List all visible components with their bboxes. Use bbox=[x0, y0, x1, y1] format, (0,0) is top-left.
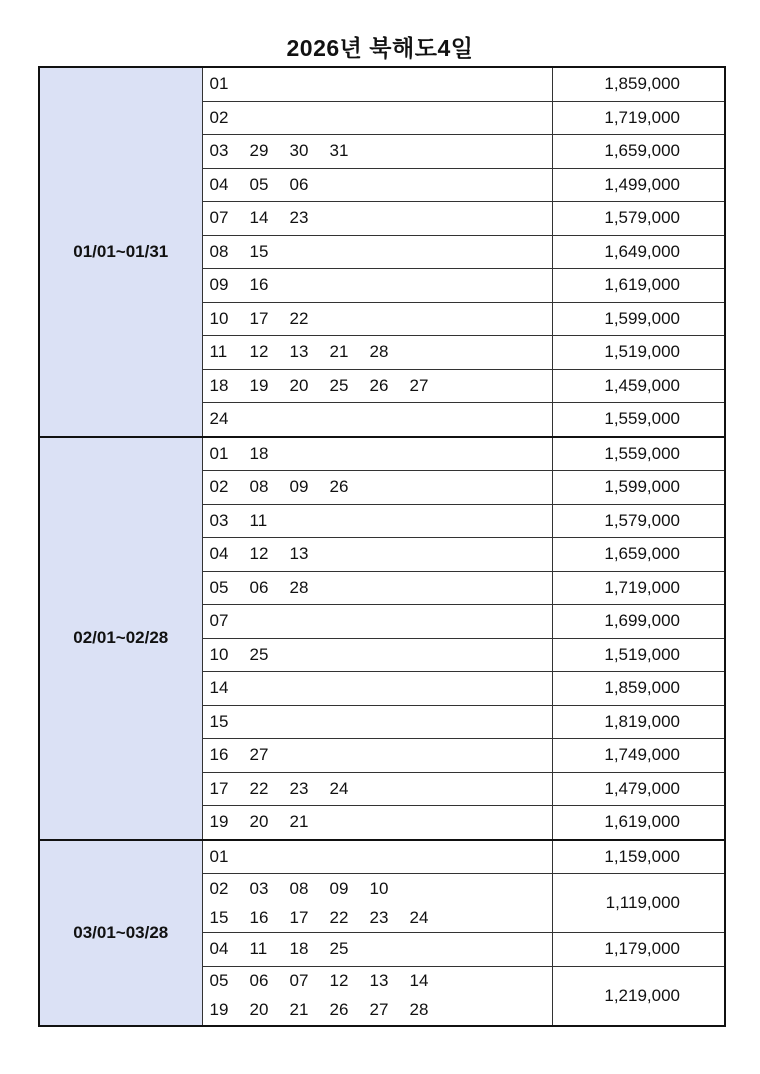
departure-day: 04 bbox=[209, 544, 229, 564]
departure-day: 07 bbox=[289, 971, 309, 990]
date-line bbox=[210, 640, 552, 669]
date-line bbox=[210, 707, 552, 736]
departure-day: 26 bbox=[329, 477, 349, 497]
departure-day: 22 bbox=[329, 907, 349, 927]
departure-dates-cell bbox=[202, 840, 552, 874]
departure-day: 18 bbox=[249, 443, 269, 463]
price-cell: 1,519,000 bbox=[552, 336, 725, 370]
departure-day: 17 bbox=[289, 907, 309, 927]
departure-dates-cell bbox=[202, 638, 552, 672]
price-cell: 1,559,000 bbox=[552, 437, 725, 471]
departure-day: 10 bbox=[369, 878, 389, 898]
price-table-body bbox=[39, 67, 725, 1026]
departure-day: 13 bbox=[289, 342, 309, 362]
departure-day: 05 bbox=[249, 174, 269, 194]
departure-day: 11 bbox=[249, 939, 268, 959]
departure-day: 14 bbox=[209, 678, 229, 698]
price-cell: 1,719,000 bbox=[552, 101, 725, 135]
price-cell: 1,499,000 bbox=[552, 168, 725, 202]
price-cell: 1,579,000 bbox=[552, 202, 725, 236]
departure-day: 24 bbox=[209, 409, 229, 429]
departure-day: 30 bbox=[289, 141, 309, 161]
table-row bbox=[39, 67, 725, 101]
departure-day: 01 bbox=[209, 74, 229, 94]
departure-day: 16 bbox=[209, 745, 229, 765]
date-line bbox=[210, 304, 552, 333]
departure-day: 04 bbox=[209, 174, 229, 194]
date-line bbox=[210, 842, 552, 871]
departure-dates-cell bbox=[202, 403, 552, 437]
departure-dates-cell bbox=[202, 471, 552, 505]
table-row bbox=[39, 437, 725, 471]
departure-day: 06 bbox=[249, 577, 269, 597]
price-cell: 1,599,000 bbox=[552, 302, 725, 336]
price-cell: 1,619,000 bbox=[552, 806, 725, 840]
departure-day: 29 bbox=[249, 141, 269, 161]
departure-day: 20 bbox=[249, 812, 269, 832]
departure-day: 28 bbox=[369, 342, 389, 362]
departure-dates-cell bbox=[202, 605, 552, 639]
price-cell: 1,479,000 bbox=[552, 772, 725, 806]
departure-day: 20 bbox=[249, 1000, 269, 1019]
departure-day: 16 bbox=[249, 275, 269, 295]
date-line bbox=[210, 741, 552, 770]
price-cell: 1,719,000 bbox=[552, 571, 725, 605]
departure-dates-cell bbox=[202, 101, 552, 135]
departure-day: 05 bbox=[209, 577, 229, 597]
departure-dates-cell bbox=[202, 874, 552, 933]
departure-day: 03 bbox=[209, 141, 229, 161]
departure-day: 23 bbox=[289, 778, 309, 798]
departure-day: 06 bbox=[289, 174, 309, 194]
date-line bbox=[210, 573, 552, 602]
date-line bbox=[210, 137, 552, 166]
departure-day: 12 bbox=[329, 971, 349, 990]
date-line bbox=[210, 271, 552, 300]
departure-dates-cell bbox=[202, 135, 552, 169]
date-line bbox=[210, 170, 552, 199]
price-cell: 1,579,000 bbox=[552, 504, 725, 538]
departure-day: 02 bbox=[209, 477, 229, 497]
date-line bbox=[210, 237, 552, 266]
departure-day: 02 bbox=[209, 878, 229, 898]
departure-day: 12 bbox=[249, 342, 269, 362]
price-cell: 1,749,000 bbox=[552, 739, 725, 773]
departure-dates-cell bbox=[202, 739, 552, 773]
departure-day: 24 bbox=[409, 907, 429, 927]
departure-dates-cell bbox=[202, 168, 552, 202]
departure-day: 09 bbox=[209, 275, 229, 295]
departure-dates-cell bbox=[202, 235, 552, 269]
departure-day: 17 bbox=[249, 308, 269, 328]
price-cell: 1,699,000 bbox=[552, 605, 725, 639]
departure-day: 24 bbox=[329, 778, 349, 798]
date-line bbox=[210, 967, 552, 996]
departure-dates-cell bbox=[202, 369, 552, 403]
departure-day: 02 bbox=[209, 107, 229, 127]
date-line bbox=[210, 996, 552, 1025]
date-line bbox=[210, 607, 552, 636]
departure-day: 14 bbox=[249, 208, 269, 228]
price-cell: 1,159,000 bbox=[552, 840, 725, 874]
departure-dates-cell bbox=[202, 966, 552, 1026]
departure-day: 26 bbox=[369, 375, 389, 395]
departure-day: 19 bbox=[209, 1000, 229, 1019]
departure-day: 22 bbox=[289, 308, 309, 328]
departure-day: 07 bbox=[209, 208, 229, 228]
price-cell: 1,179,000 bbox=[552, 933, 725, 967]
price-cell: 1,659,000 bbox=[552, 538, 725, 572]
departure-day: 08 bbox=[289, 878, 309, 898]
price-cell: 1,619,000 bbox=[552, 269, 725, 303]
departure-day: 18 bbox=[209, 375, 229, 395]
price-cell: 1,519,000 bbox=[552, 638, 725, 672]
departure-day: 15 bbox=[209, 711, 229, 731]
departure-dates-cell bbox=[202, 806, 552, 840]
date-line bbox=[210, 674, 552, 703]
date-line bbox=[210, 371, 552, 400]
date-line bbox=[210, 103, 552, 132]
price-cell: 1,219,000 bbox=[552, 966, 725, 1026]
departure-day: 23 bbox=[369, 907, 389, 927]
departure-dates-cell bbox=[202, 571, 552, 605]
departure-day: 09 bbox=[329, 878, 349, 898]
departure-day: 19 bbox=[209, 812, 229, 832]
departure-day: 03 bbox=[249, 878, 269, 898]
table-row bbox=[39, 840, 725, 874]
departure-day: 27 bbox=[369, 1000, 389, 1019]
departure-day: 25 bbox=[329, 375, 349, 395]
page-title: 2026년 북해도4일 bbox=[286, 35, 474, 61]
departure-day: 17 bbox=[209, 778, 229, 798]
departure-dates-cell bbox=[202, 538, 552, 572]
departure-day: 01 bbox=[209, 443, 229, 463]
price-cell: 1,649,000 bbox=[552, 235, 725, 269]
date-line bbox=[210, 338, 552, 367]
departure-day: 27 bbox=[249, 745, 269, 765]
date-line bbox=[210, 935, 552, 964]
departure-dates-cell bbox=[202, 336, 552, 370]
departure-dates-cell bbox=[202, 705, 552, 739]
departure-dates-cell bbox=[202, 67, 552, 101]
departure-dates-cell bbox=[202, 504, 552, 538]
departure-day: 21 bbox=[289, 1000, 309, 1019]
departure-day: 04 bbox=[209, 939, 229, 959]
departure-day: 10 bbox=[209, 308, 229, 328]
departure-day: 16 bbox=[249, 907, 269, 927]
period-cell: 01/01~01/31 bbox=[39, 67, 202, 437]
departure-day: 20 bbox=[289, 375, 309, 395]
date-line bbox=[210, 540, 552, 569]
departure-dates-cell bbox=[202, 302, 552, 336]
price-cell: 1,459,000 bbox=[552, 369, 725, 403]
date-line bbox=[210, 439, 552, 468]
price-cell: 1,859,000 bbox=[552, 672, 725, 706]
departure-day: 18 bbox=[289, 939, 309, 959]
departure-day: 01 bbox=[209, 846, 229, 866]
price-table bbox=[38, 66, 726, 1027]
date-line bbox=[210, 204, 552, 233]
departure-day: 05 bbox=[209, 971, 229, 990]
departure-day: 15 bbox=[209, 907, 229, 927]
price-cell: 1,819,000 bbox=[552, 705, 725, 739]
date-line bbox=[210, 774, 552, 803]
date-line bbox=[210, 70, 552, 99]
departure-dates-cell bbox=[202, 437, 552, 471]
price-cell: 1,599,000 bbox=[552, 471, 725, 505]
date-line bbox=[210, 903, 552, 932]
departure-dates-cell bbox=[202, 772, 552, 806]
departure-dates-cell bbox=[202, 202, 552, 236]
departure-day: 15 bbox=[249, 241, 269, 261]
departure-day: 07 bbox=[209, 611, 229, 631]
period-cell: 03/01~03/28 bbox=[39, 840, 202, 1026]
departure-day: 03 bbox=[209, 510, 229, 530]
departure-day: 25 bbox=[329, 939, 349, 959]
departure-day: 26 bbox=[329, 1000, 349, 1019]
date-line bbox=[210, 808, 552, 837]
departure-day: 31 bbox=[329, 141, 349, 161]
price-cell: 1,119,000 bbox=[552, 874, 725, 933]
departure-day: 27 bbox=[409, 375, 429, 395]
date-line bbox=[210, 405, 552, 434]
departure-day: 06 bbox=[249, 971, 269, 990]
departure-day: 11 bbox=[209, 342, 228, 362]
departure-day: 25 bbox=[249, 644, 269, 664]
period-cell: 02/01~02/28 bbox=[39, 437, 202, 840]
departure-day: 08 bbox=[249, 477, 269, 497]
departure-day: 28 bbox=[409, 1000, 429, 1019]
departure-day: 23 bbox=[289, 208, 309, 228]
departure-dates-cell bbox=[202, 933, 552, 967]
departure-day: 08 bbox=[209, 241, 229, 261]
departure-day: 12 bbox=[249, 544, 269, 564]
departure-day: 10 bbox=[209, 644, 229, 664]
departure-day: 13 bbox=[289, 544, 309, 564]
departure-dates-cell bbox=[202, 672, 552, 706]
departure-day: 14 bbox=[409, 971, 429, 990]
departure-day: 09 bbox=[289, 477, 309, 497]
departure-day: 21 bbox=[289, 812, 309, 832]
departure-day: 28 bbox=[289, 577, 309, 597]
departure-day: 22 bbox=[249, 778, 269, 798]
price-cell: 1,559,000 bbox=[552, 403, 725, 437]
price-cell: 1,859,000 bbox=[552, 67, 725, 101]
price-cell: 1,659,000 bbox=[552, 135, 725, 169]
departure-day: 19 bbox=[249, 375, 269, 395]
departure-dates-cell bbox=[202, 269, 552, 303]
date-line bbox=[210, 874, 552, 903]
departure-day: 11 bbox=[249, 510, 268, 530]
departure-day: 21 bbox=[329, 342, 349, 362]
departure-day: 13 bbox=[369, 971, 389, 990]
date-line bbox=[210, 506, 552, 535]
date-line bbox=[210, 473, 552, 502]
